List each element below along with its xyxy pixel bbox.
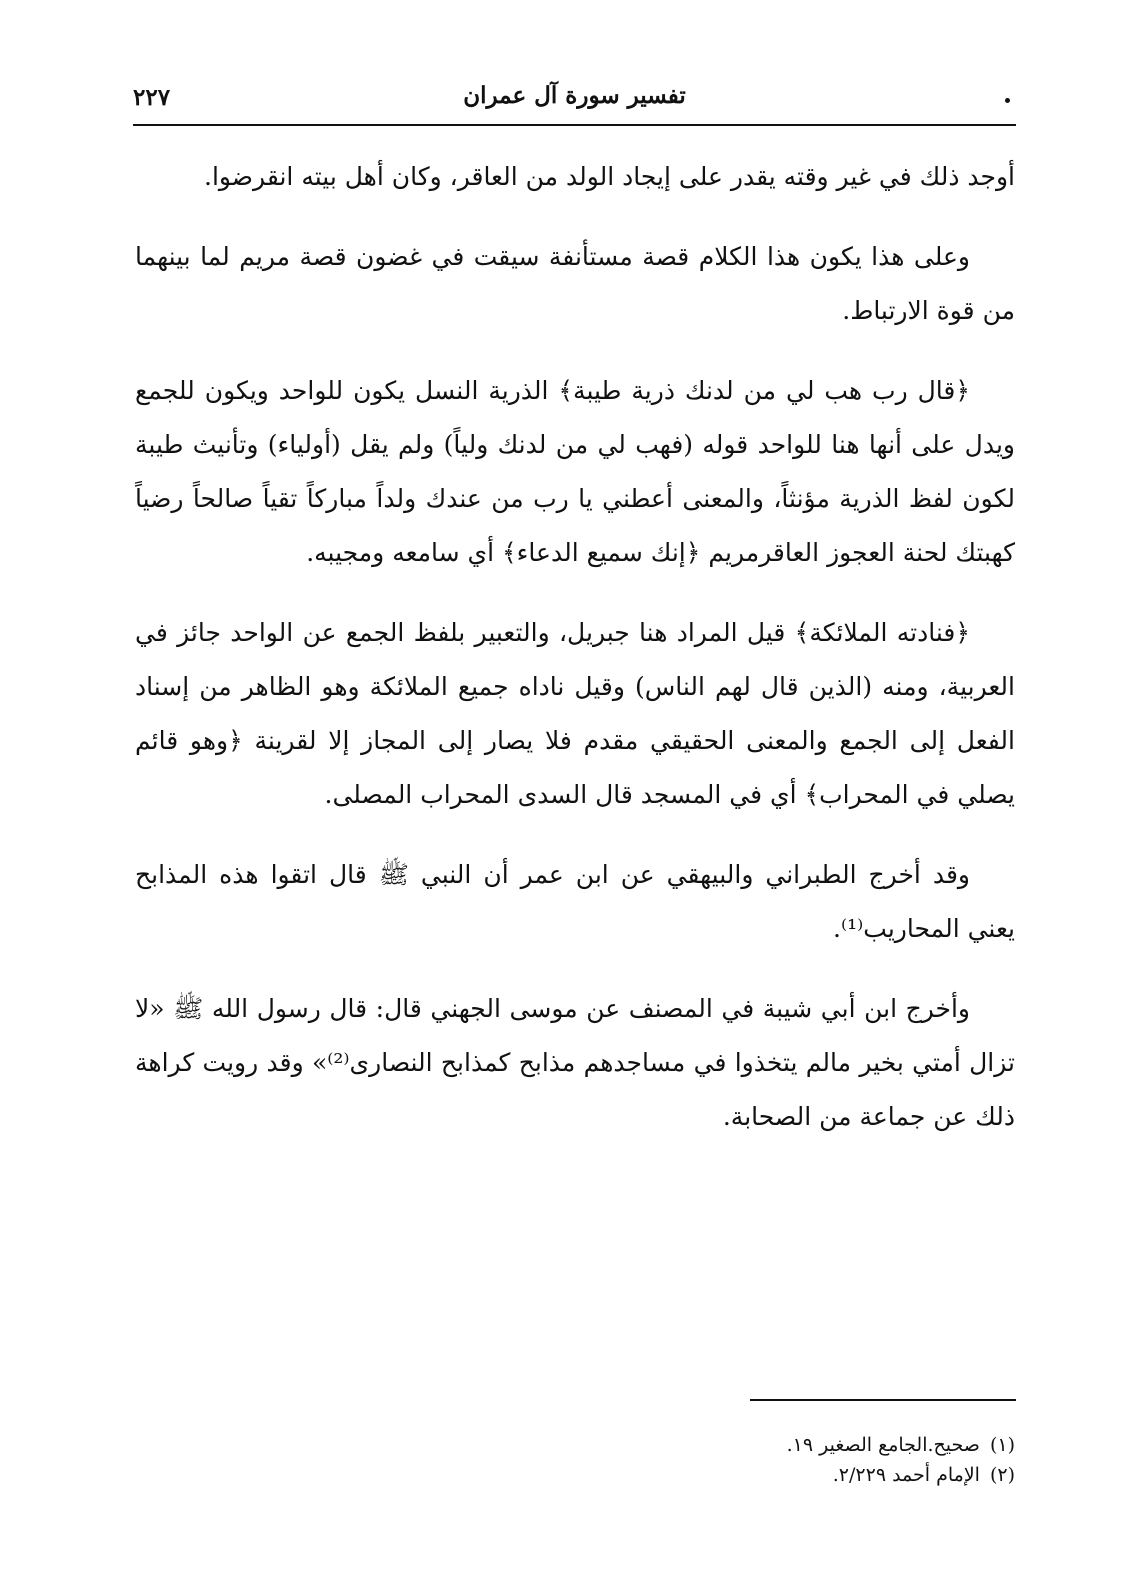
paragraph: وقد أخرج الطبراني والبيهقي عن ابن عمر أن النبي ﷺ قال اتقوا هذه المذابح يعني المحاريب⁽¹⁾. [135,860,1015,943]
footnote-rule [750,1399,1016,1401]
running-title: تفسير سورة آل عمران [463,82,686,109]
footnotes [600,1430,1015,1490]
footnote [600,1460,1015,1490]
footnote [600,1430,1015,1460]
paragraph: ﴿فنادته الملائكة﴾ قيل المراد هنا جبريل، والتعبير بلفظ الجمع عن الواحد جائز في العربية، ومنه (الذين قال لهم الناس) وقيل ناداه جميع الملائكة وهو الظاهر من إسناد الفعل إلى الجمع والمعنى الحقيقي مقدم فلا يصار إلى المجاز إلا لقرينة ﴿وهو قائم يصلي في المحراب﴾ أي في المسجد قال السدى المحراب المصلى. [135,618,1015,809]
paragraph: أوجد ذلك في غير وقته يقدر على إيجاد الولد من العاقر، وكان أهل بيته انقرضوا. [204,162,1015,191]
footnote-number: (١) [989,1434,1015,1456]
footnote-text: صحيح.الجامع الصغير ١٩. [786,1434,980,1456]
header-rule [133,124,1016,126]
header-dot [1005,98,1010,103]
paragraph: وأخرج ابن أبي شيبة في المصنف عن موسى الجهني قال: قال رسول الله ﷺ «لا تزال أمتي بخير مالم يتخذوا في مساجدهم مذابح كمذابح النصارى⁽²⁾» وقد رويت كراهة ذلك عن جماعة من الصحابة. [135,994,1015,1131]
body-text [135,150,1015,1170]
paragraph: ﴿قال رب هب لي من لدنك ذرية طيبة﴾ الذرية النسل يكون للواحد ويكون للجمع ويدل على أنها هنا للواحد قوله (فهب لي من لدنك ولياً) ولم يقل (أولياء) وتأنيث طيبة لكون لفظ الذرية مؤنثاً، والمعنى أعطني يا رب من عندك ولداً مباركاً تقياً صالحاً رضياً كهبتك لحنة العجوز العاقرمريم ﴿إنك سميع الدعاء﴾ أي سامعه ومجيبه. [135,376,1015,567]
running-header [133,80,1016,120]
page-number: ٢٢٧ [133,84,171,111]
footnote-text: الإمام أحمد ٢/٢٢٩. [832,1464,980,1486]
paragraph: وعلى هذا يكون هذا الكلام قصة مستأنفة سيقت في غضون قصة مريم لما بينهما من قوة الارتباط. [135,242,1015,325]
footnote-number: (٢) [989,1464,1015,1486]
